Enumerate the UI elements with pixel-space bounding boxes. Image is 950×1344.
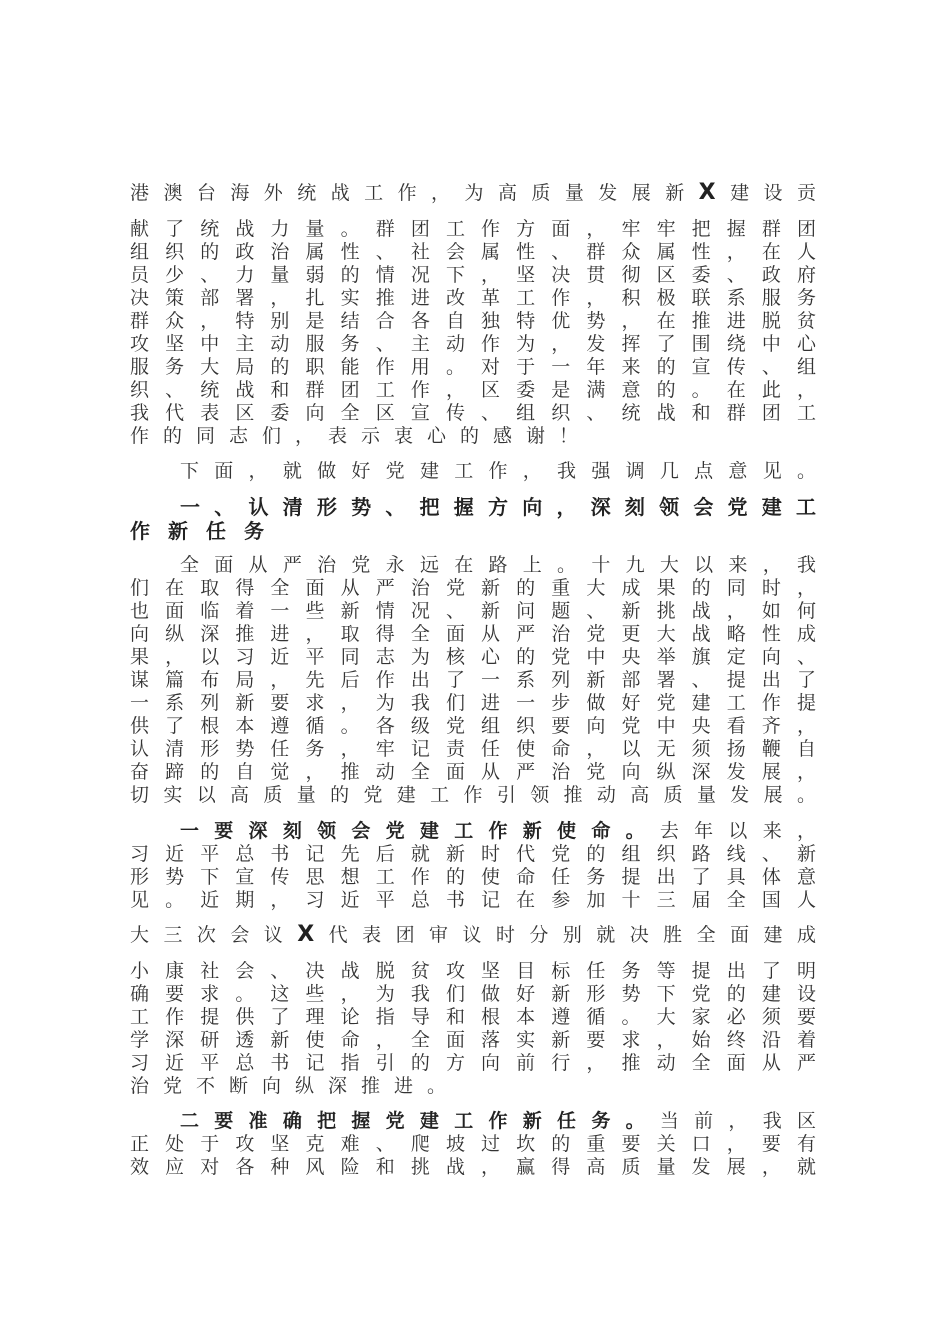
placeholder-x: X <box>698 180 716 205</box>
text-line: 群众，特别是结合各自独特优势，在推进脱贫 <box>130 310 816 332</box>
lead-rest: 当前，我区 <box>659 1110 816 1132</box>
text-line: 确要求。这些，为我们做好新形势下党的建设 <box>130 983 816 1005</box>
text-line: 员少、力量弱的情况下，坚决贯彻区委、政府 <box>130 264 816 286</box>
lead-rest: 去年以来， <box>659 820 816 842</box>
text-line: 工作提供了理论指导和根本遵循。大家必须要 <box>130 1006 816 1028</box>
text-line: 一系列新要求，为我们进一步做好党建工作提 <box>130 692 816 714</box>
text-line: 效应对各种风险和挑战，赢得高质量发展，就 <box>130 1156 816 1178</box>
text-line: 织、统战和群团工作，区委是满意的。在此， <box>130 379 816 401</box>
text-line: 切实以高质量的党建工作引领推动高质量发展。 <box>130 784 816 806</box>
text-line: 认清形势任务，牢记责任使命，以无须扬鞭自 <box>130 738 816 760</box>
text-line <box>130 180 816 206</box>
text-line: 们在取得全面从严治党新的重大成果的同时， <box>130 577 816 599</box>
text-segment: 港澳台海外统战工作，为高质量发展新X建设贡 <box>130 180 816 205</box>
text-line: 组织的政治属性、社会属性、群众属性，在人 <box>130 241 816 263</box>
text-line: 下面，就做好党建工作，我强调几点意见。 <box>180 460 816 482</box>
text-line: 果，以习近平同志为核心的党中央举旗定向、 <box>130 646 816 668</box>
text-line: 谋篇布局，先后作出了一系列新部署、提出了 <box>130 669 816 691</box>
text-line: 治党不断向纵深推进。 <box>130 1075 461 1097</box>
text-line: 我代表区委向全区宣传、组织、统战和群团工 <box>130 402 816 424</box>
text-line: 正处于攻坚克难、爬坡过坎的重要关口，要有 <box>130 1133 816 1155</box>
section-heading: 作新任务 <box>130 519 282 543</box>
text-line: 形势下宣传思想工作的使命任务提出了具体意 <box>130 866 816 888</box>
text-line: 奋蹄的自觉，推动全面从严治党向纵深发展， <box>130 761 816 783</box>
text-line: 小康社会、决战脱贫攻坚目标任务等提出了明 <box>130 960 816 982</box>
text-line: 服务大局的职能作用。对于一年来的宣传、组 <box>130 356 816 378</box>
placeholder-x: X <box>297 922 315 947</box>
bold-lead: 二要准确把握党建工作新任务。 <box>180 1110 660 1132</box>
text-line: 全面从严治党永远在路上。十九大以来，我 <box>180 554 816 576</box>
text-line: 也面临着一些新情况、新问题、新挑战，如何 <box>130 600 816 622</box>
text-line: 献了统战力量。群团工作方面，牢牢把握群团 <box>130 218 816 240</box>
bold-lead: 一要深刻领会党建工作新使命。 <box>180 820 660 842</box>
text-line: 大三次会议X代表团审议时分别就决胜全面建成 <box>130 922 816 947</box>
section-heading: 一、认清形势、把握方向，深刻领会党建工 <box>180 495 816 519</box>
text-line: 作的同志们，表示衷心的感谢！ <box>130 425 593 447</box>
text-line: 向纵深推进，取得全面从严治党更大战略性成 <box>130 623 816 645</box>
text-line: 习近平总书记指引的方向前行，推动全面从严 <box>130 1052 816 1074</box>
text-line: 供了根本遵循。各级党组织要向党中央看齐， <box>130 715 816 737</box>
text-line: 决策部署，扎实推进改革工作，积极联系服务 <box>130 287 816 309</box>
text-line: 攻坚中主动服务、主动作为，发挥了围绕中心 <box>130 333 816 355</box>
text-line: 学深研透新使命，全面落实新要求，始终沿着 <box>130 1029 816 1051</box>
text-line: 见。近期，习近平总书记在参加十三届全国人 <box>130 889 816 911</box>
text-line: 习近平总书记先后就新时代党的组织路线、新 <box>130 843 816 865</box>
